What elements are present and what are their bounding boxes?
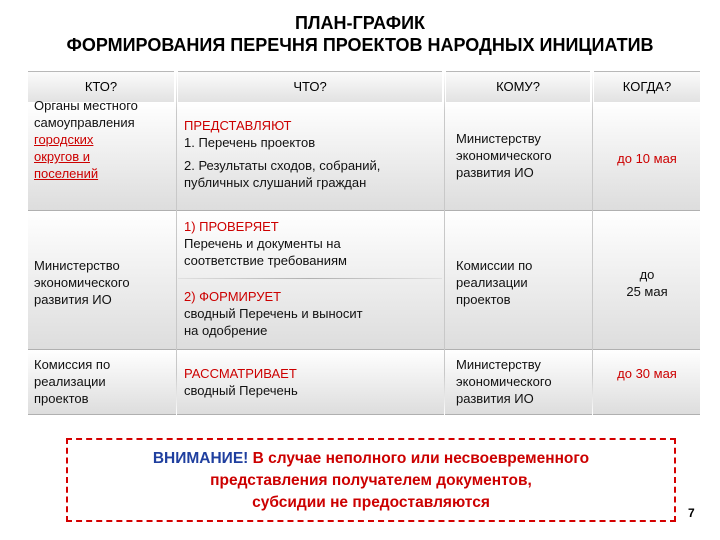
whom-text: Министерству [456,131,541,146]
table-row-1-when: до 10 мая [617,151,677,166]
title-line-1: ПЛАН-ГРАФИК [294,13,426,33]
table-row-3-whom [456,356,552,407]
notice-box [66,438,676,522]
notice-line-2: представления получателем документов, [210,472,532,489]
who-text: развития ИО [34,292,112,307]
table-row-2-whom [456,257,532,308]
what-text: Перечень и документы на [184,236,341,251]
who-text: Комиссия по [34,357,111,372]
whom-text: реализации [456,275,528,290]
whom-text: Министерству [456,357,541,372]
cell-divider [178,278,442,279]
whom-text: развития ИО [456,165,534,180]
what-text: 2. Результаты сходов, собраний, [184,158,381,173]
what-text: 1. Перечень проектов [184,135,316,150]
notice-prefix: ВНИМАНИЕ! [152,450,249,467]
whom-text: Комиссии по [456,258,533,273]
table-row-band [28,350,700,415]
when-text: до [639,267,655,282]
table-row-2-what-check [184,218,347,269]
action-label: ПРЕДСТАВЛЯЮТ [184,118,292,133]
table-row-3-when: до 30 мая [617,366,677,381]
column-divider [444,71,445,415]
table-row-2-when [594,266,700,300]
when-text: 25 мая [626,284,668,299]
municipality-link[interactable]: округов и [34,149,90,164]
who-text: проектов [34,391,89,406]
action-label: 2) ФОРМИРУЕТ [184,289,282,304]
table-row-1-whom [456,130,552,181]
table-row-1-who [34,97,138,182]
whom-text: экономического [456,148,552,163]
table-row-3-what [184,365,298,399]
table-row-2-who [34,257,130,308]
header-whom: КОМУ? [446,71,590,103]
table-row-1-what [184,117,380,191]
who-text: Органы местного [34,98,138,113]
municipality-link[interactable]: городских [34,132,94,147]
column-divider [176,71,177,415]
what-text: сводный Перечень и выносит [184,306,363,321]
page-number: 7 [688,506,695,520]
who-text: экономического [34,275,130,290]
notice-text [68,448,674,514]
what-text: сводный Перечень [184,383,298,398]
who-text: реализации [34,374,106,389]
header-when: КОГДА? [594,71,700,103]
municipality-link[interactable]: поселений [34,166,99,181]
page-title [0,12,720,56]
schedule-table [28,71,700,415]
notice-line-1: В случае неполного или несвоевременного [248,450,590,467]
whom-text: развития ИО [456,391,534,406]
what-text: публичных слушаний граждан [184,175,367,190]
table-row-2-what-form [184,288,363,339]
whom-text: проектов [456,292,511,307]
what-text: на одобрение [184,323,268,338]
who-text: самоуправления [34,115,135,130]
action-label: 1) ПРОВЕРЯЕТ [184,219,279,234]
action-label: РАССМАТРИВАЕТ [184,366,297,381]
column-divider [592,71,593,415]
notice-line-3: субсидии не предоставляются [252,494,490,511]
whom-text: экономического [456,374,552,389]
what-text: соответствие требованиям [184,253,347,268]
who-text: Министерство [34,258,120,273]
title-line-2: ФОРМИРОВАНИЯ ПЕРЕЧНЯ ПРОЕКТОВ НАРОДНЫХ ИНИЦИАТИВ [66,35,654,55]
header-what: ЧТО? [178,71,442,103]
table-row-3-who [34,356,110,407]
header-who: КТО? [28,71,174,103]
